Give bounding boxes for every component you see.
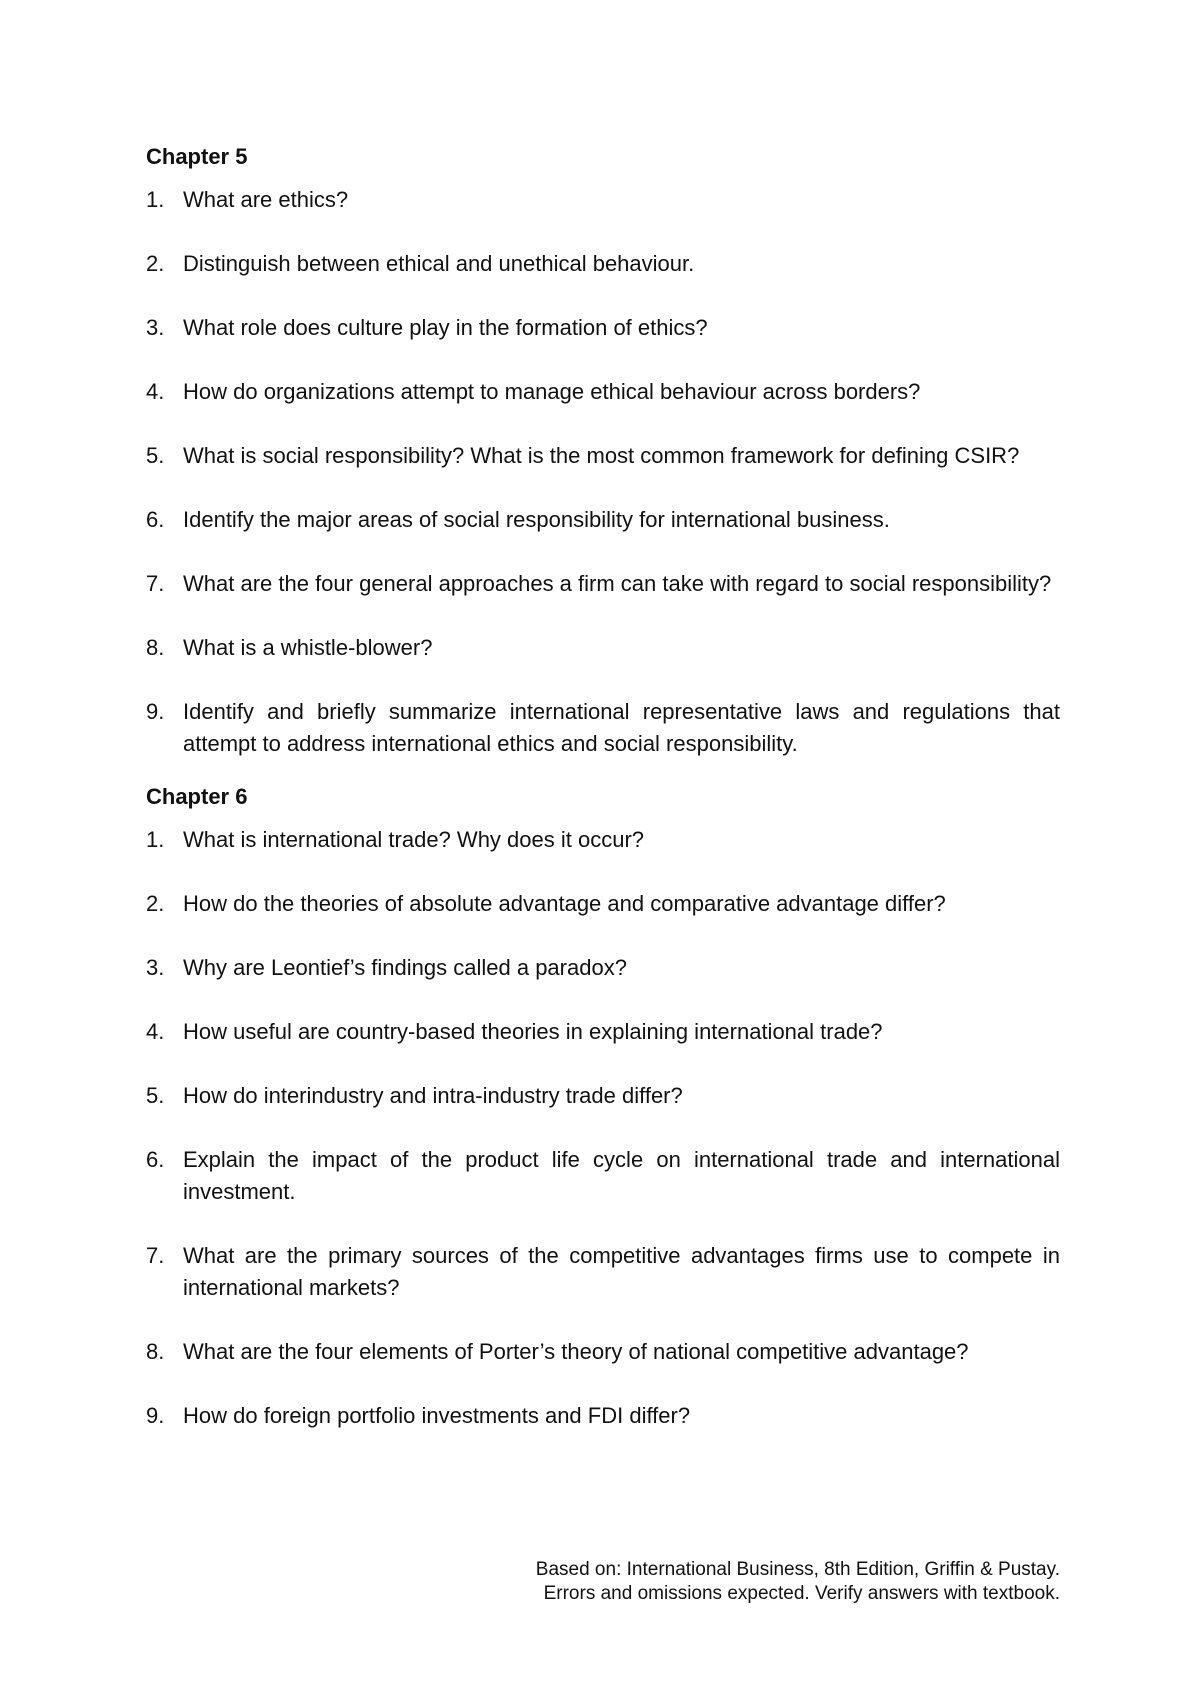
chapter-5-section xyxy=(146,142,1060,760)
question-text: How do organizations attempt to manage ethical behaviour across borders? xyxy=(183,379,921,404)
question-text: What are the four elements of Porter’s theory of national competitive advantage? xyxy=(183,1339,969,1364)
question-number: 2. xyxy=(146,251,165,276)
question-item xyxy=(146,1336,1060,1368)
chapter-heading: Chapter 5 xyxy=(146,144,248,169)
question-item xyxy=(146,1144,1060,1208)
question-number: 9. xyxy=(146,1403,165,1428)
question-text: What role does culture play in the formation of ethics? xyxy=(183,315,708,340)
question-item xyxy=(146,1400,1060,1432)
question-text: How do foreign portfolio investments and FDI differ? xyxy=(183,1403,691,1428)
question-item xyxy=(146,504,1060,536)
question-item xyxy=(146,952,1060,984)
question-text: Explain the impact of the product life cycle on international trade and international investment. xyxy=(183,1147,1060,1204)
question-number: 4. xyxy=(146,379,165,404)
question-number: 8. xyxy=(146,635,165,660)
footer-source-line: Based on: International Business, 8th Edition, Griffin & Pustay. xyxy=(535,1559,1060,1580)
question-item xyxy=(146,248,1060,280)
question-item xyxy=(146,440,1060,472)
question-number: 1. xyxy=(146,187,165,212)
question-item xyxy=(146,1080,1060,1112)
question-item xyxy=(146,312,1060,344)
question-number: 3. xyxy=(146,315,165,340)
question-text: How do the theories of absolute advantage and comparative advantage differ? xyxy=(183,891,946,916)
question-text: Why are Leontief’s findings called a paradox? xyxy=(183,955,627,980)
question-text: How do interindustry and intra-industry trade differ? xyxy=(183,1083,683,1108)
question-number: 5. xyxy=(146,443,165,468)
question-text: What is international trade? Why does it occur? xyxy=(183,827,645,852)
question-text: What are the four general approaches a firm can take with regard to social responsibility? xyxy=(183,571,1052,596)
question-number: 2. xyxy=(146,891,165,916)
document-content xyxy=(146,142,1060,1454)
question-item xyxy=(146,824,1060,856)
question-text: What are ethics? xyxy=(183,187,349,212)
question-item xyxy=(146,696,1060,760)
question-number: 5. xyxy=(146,1083,165,1108)
question-text: What is social responsibility? What is the most common framework for defining CSIR? xyxy=(183,443,1020,468)
question-text: How useful are country-based theories in explaining international trade? xyxy=(183,1019,883,1044)
question-number: 6. xyxy=(146,507,165,532)
footer-disclaimer-line: Errors and omissions expected. Verify answers with textbook. xyxy=(543,1583,1060,1604)
question-item xyxy=(146,1240,1060,1304)
question-number: 6. xyxy=(146,1147,165,1172)
chapter-heading: Chapter 6 xyxy=(146,784,248,809)
question-list xyxy=(146,824,1060,1432)
question-text: Distinguish between ethical and unethical behaviour. xyxy=(183,251,695,276)
question-item xyxy=(146,376,1060,408)
question-item xyxy=(146,632,1060,664)
question-list xyxy=(146,184,1060,760)
question-item xyxy=(146,184,1060,216)
question-number: 7. xyxy=(146,571,165,596)
question-text: Identify the major areas of social responsibility for international business. xyxy=(183,507,890,532)
page-footer xyxy=(536,1558,1060,1606)
question-text: What is a whistle-blower? xyxy=(183,635,433,660)
question-number: 8. xyxy=(146,1339,165,1364)
question-number: 3. xyxy=(146,955,165,980)
question-item xyxy=(146,568,1060,600)
question-item xyxy=(146,1016,1060,1048)
question-item xyxy=(146,888,1060,920)
question-text: Identify and briefly summarize international representative laws and regulations that attempt to address international ethics and social responsibility. xyxy=(183,699,1060,756)
question-text: What are the primary sources of the competitive advantages firms use to compete in international markets? xyxy=(183,1243,1060,1300)
chapter-6-section xyxy=(146,782,1060,1432)
question-number: 4. xyxy=(146,1019,165,1044)
question-number: 1. xyxy=(146,827,165,852)
question-number: 9. xyxy=(146,699,165,724)
question-number: 7. xyxy=(146,1243,165,1268)
